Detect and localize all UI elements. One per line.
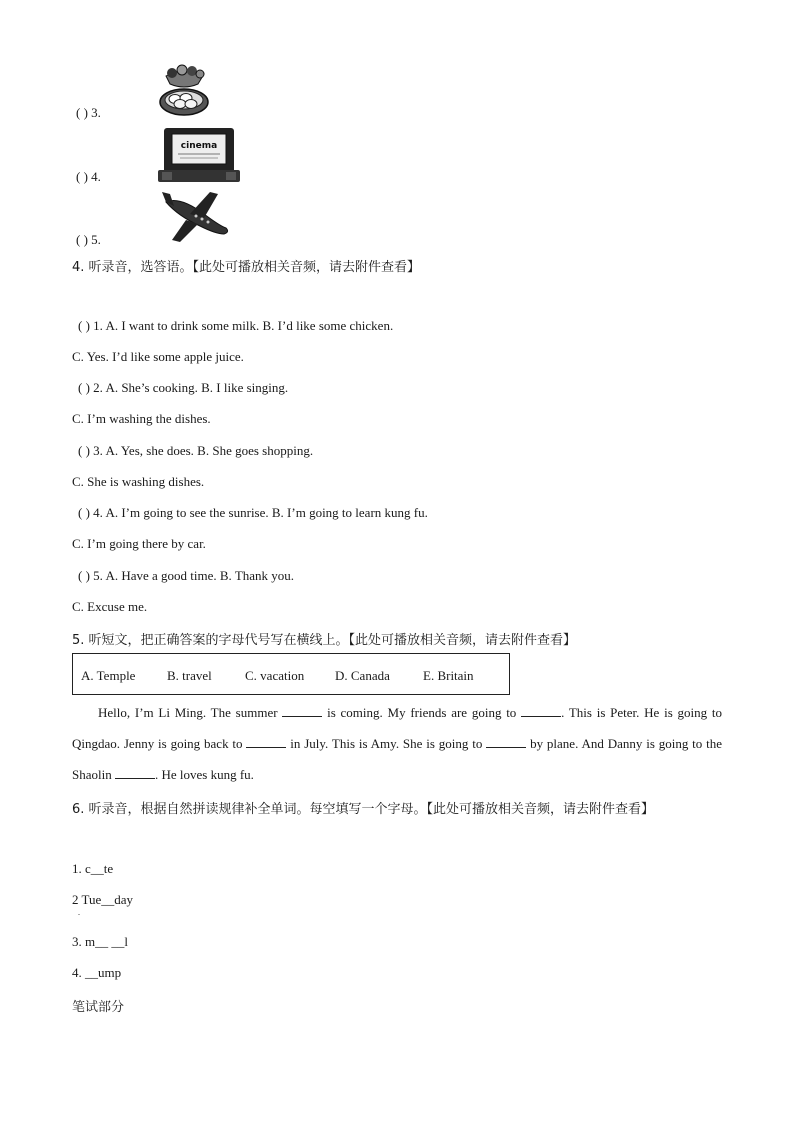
word-option: A. Temple xyxy=(81,668,136,683)
passage-part: . This is Peter. He is going to Qingdao. Jenny is going back to xyxy=(72,705,723,751)
item-number: 3. xyxy=(91,105,101,120)
section-5-title: 5. 听短文，把正确答案的字母代号写在横线上。【此处可播放相关音频，请去附件查看】 xyxy=(72,633,577,648)
question-4-4-line1: ( ) 4. A. I’m going to see the sunrise. B. I’m going to learn kung fu. xyxy=(78,505,428,520)
picture-item-4 xyxy=(76,169,101,185)
question-4-2-line2: C. I’m washing the dishes. xyxy=(72,411,211,426)
passage-part: is coming. My friends are going to xyxy=(327,705,517,720)
passage-part: by plane. And Danny is going to the Shaolin xyxy=(72,736,723,782)
stray-mark: . xyxy=(78,908,80,917)
question-4-3-line2: C. She is washing dishes. xyxy=(72,474,205,489)
phonics-item-2: 2 Tue__day xyxy=(72,892,134,907)
answer-blank[interactable] xyxy=(115,767,155,779)
word-option: D. Canada xyxy=(335,668,390,683)
answer-paren: ( ) xyxy=(76,169,88,184)
section-6-title: 6. 听录音，根据自然拼读规律补全单词。每空填写一个字母。【此处可播放相关音频，请去附件查看】 xyxy=(72,802,655,817)
question-4-3-line1: ( ) 3. A. Yes, she does. B. She goes shopping. xyxy=(78,443,314,458)
cinema-picture xyxy=(158,126,240,184)
question-4-2-line1: ( ) 2. A. She’s cooking. B. I like singing. xyxy=(78,380,289,395)
passage-part: Hello, I’m Li Ming. The summer xyxy=(98,705,278,720)
picture-item-3 xyxy=(76,105,101,121)
question-4-4-line2: C. I’m going there by car. xyxy=(72,536,206,551)
section-4-title: 4. 听录音，选答语。【此处可播放相关音频，请去附件查看】 xyxy=(72,260,421,275)
question-4-5-line1: ( ) 5. A. Have a good time. B. Thank you. xyxy=(78,568,295,583)
item-number: 5. xyxy=(91,232,101,247)
word-option: E. Britain xyxy=(423,668,474,683)
word-option: C. vacation xyxy=(245,668,305,683)
written-part-heading: 笔试部分 xyxy=(72,1000,125,1015)
word-bank-box xyxy=(72,653,510,695)
word-option: B. travel xyxy=(167,668,212,683)
answer-blank[interactable] xyxy=(282,705,322,717)
phonics-item-3: 3. m__ __l xyxy=(72,934,128,949)
answer-blank[interactable] xyxy=(521,705,561,717)
answer-paren: ( ) xyxy=(76,232,88,247)
answer-blank[interactable] xyxy=(246,736,286,748)
passage-part: . He loves kung fu. xyxy=(154,767,254,782)
fruit-plate-picture xyxy=(158,62,210,118)
question-4-1-line1: ( ) 1. A. I want to drink some milk. B. I’d like some chicken. xyxy=(78,318,394,333)
item-number: 4. xyxy=(91,169,101,184)
svg-text:cinema: cinema xyxy=(180,141,218,151)
question-4-5-line2: C. Excuse me. xyxy=(72,599,148,614)
question-4-1-line2: C. Yes. I’d like some apple juice. xyxy=(72,349,244,364)
listening-passage xyxy=(72,697,722,790)
phonics-item-1: 1. c__te xyxy=(72,861,114,876)
answer-blank[interactable] xyxy=(486,736,526,748)
phonics-item-4: 4. __ump xyxy=(72,965,122,980)
answer-paren: ( ) xyxy=(76,105,88,120)
picture-item-5 xyxy=(76,232,101,248)
airplane-picture xyxy=(160,188,232,244)
passage-part: in July. This is Amy. She is going to xyxy=(290,736,483,751)
